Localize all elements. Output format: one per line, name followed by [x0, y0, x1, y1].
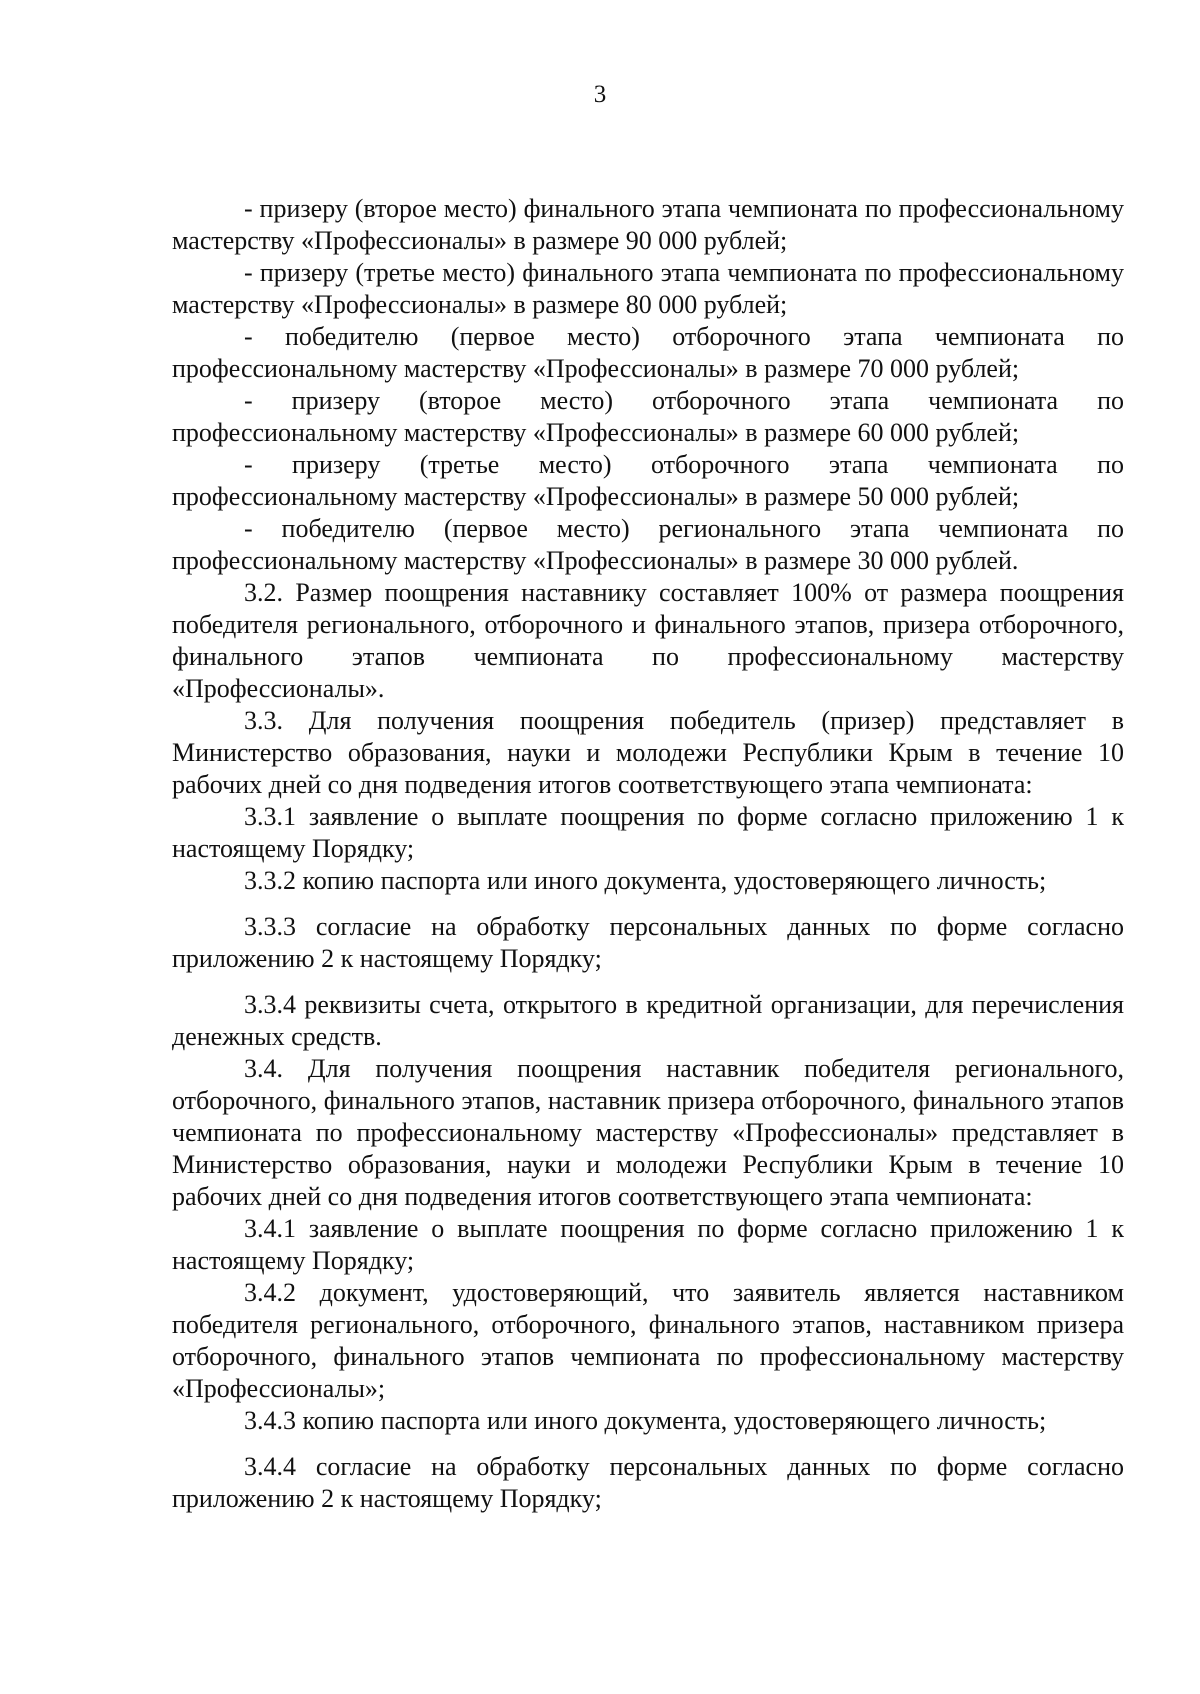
paragraph-3-3-3: 3.3.3 согласие на обработку персональных данных по форме согласно приложению 2 к настоящему Порядку;: [172, 912, 1124, 973]
paragraph-3-3-1: 3.3.1 заявление о выплате поощрения по форме согласно приложению 1 к настоящему Порядку;: [172, 802, 1124, 863]
paragraph-3-4-3: 3.4.3 копию паспорта или иного документа, удостоверяющего личность;: [244, 1406, 1047, 1435]
list-item-prize-4: - призеру (второе место) отборочного этапа чемпионата по профессиональному мастерству «Профессионалы» в размере 60 000 рублей;: [172, 386, 1124, 447]
paragraph-3-2: 3.2. Размер поощрения наставнику составляет 100% от размера поощрения победителя регионального, отборочного и финального этапов, призера отборочного, финального этапов чемпионата по профессиональному мастерству «Профессионалы».: [172, 578, 1124, 703]
list-item-prize-1: - призеру (второе место) финального этапа чемпионата по профессиональному мастерству «Профессионалы» в размере 90 000 рублей;: [172, 194, 1124, 255]
list-item-prize-6: - победителю (первое место) регионального этапа чемпионата по профессиональному мастерству «Профессионалы» в размере 30 000 рублей.: [172, 514, 1124, 575]
paragraph-3-4-4: 3.4.4 согласие на обработку персональных данных по форме согласно приложению 2 к настоящему Порядку;: [172, 1452, 1124, 1513]
list-item-prize-5: - призеру (третье место) отборочного этапа чемпионата по профессиональному мастерству «Профессионалы» в размере 50 000 рублей;: [172, 450, 1124, 511]
paragraph-3-3-4: 3.3.4 реквизиты счета, открытого в кредитной организации, для перечисления денежных средств.: [172, 990, 1124, 1051]
paragraph-3-3: 3.3. Для получения поощрения победитель (призер) представляет в Министерство образования, науки и молодежи Республики Крым в течение 10 рабочих дней со дня подведения итогов соответствующего этапа чемпионата:: [172, 706, 1124, 799]
paragraph-3-4-1: 3.4.1 заявление о выплате поощрения по форме согласно приложению 1 к настоящему Порядку;: [172, 1214, 1124, 1275]
paragraph-3-4-2: 3.4.2 документ, удостоверяющий, что заявитель является наставником победителя регионального, отборочного, финального этапов, наставником призера отборочного, финального этапов чемпионата по профессиональному мастерству «Профессионалы»;: [172, 1278, 1124, 1403]
paragraph-3-3-2: 3.3.2 копию паспорта или иного документа, удостоверяющего личность;: [244, 866, 1047, 895]
page-number: 3: [593, 81, 607, 108]
list-item-prize-2: - призеру (третье место) финального этапа чемпионата по профессиональному мастерству «Профессионалы» в размере 80 000 рублей;: [172, 258, 1124, 319]
document-body: [172, 193, 1124, 1515]
list-item-prize-3: - победителю (первое место) отборочного этапа чемпионата по профессиональному мастерству «Профессионалы» в размере 70 000 рублей;: [172, 322, 1124, 383]
paragraph-3-4: 3.4. Для получения поощрения наставник победителя регионального, отборочного, финального этапов, наставник призера отборочного, финального этапов чемпионата по профессиональному мастерству «Профессионалы» представляет в Министерство образования, науки и молодежи Республики Крым в течение 10 рабочих дней со дня подведения итогов соответствующего этапа чемпионата:: [172, 1054, 1124, 1211]
